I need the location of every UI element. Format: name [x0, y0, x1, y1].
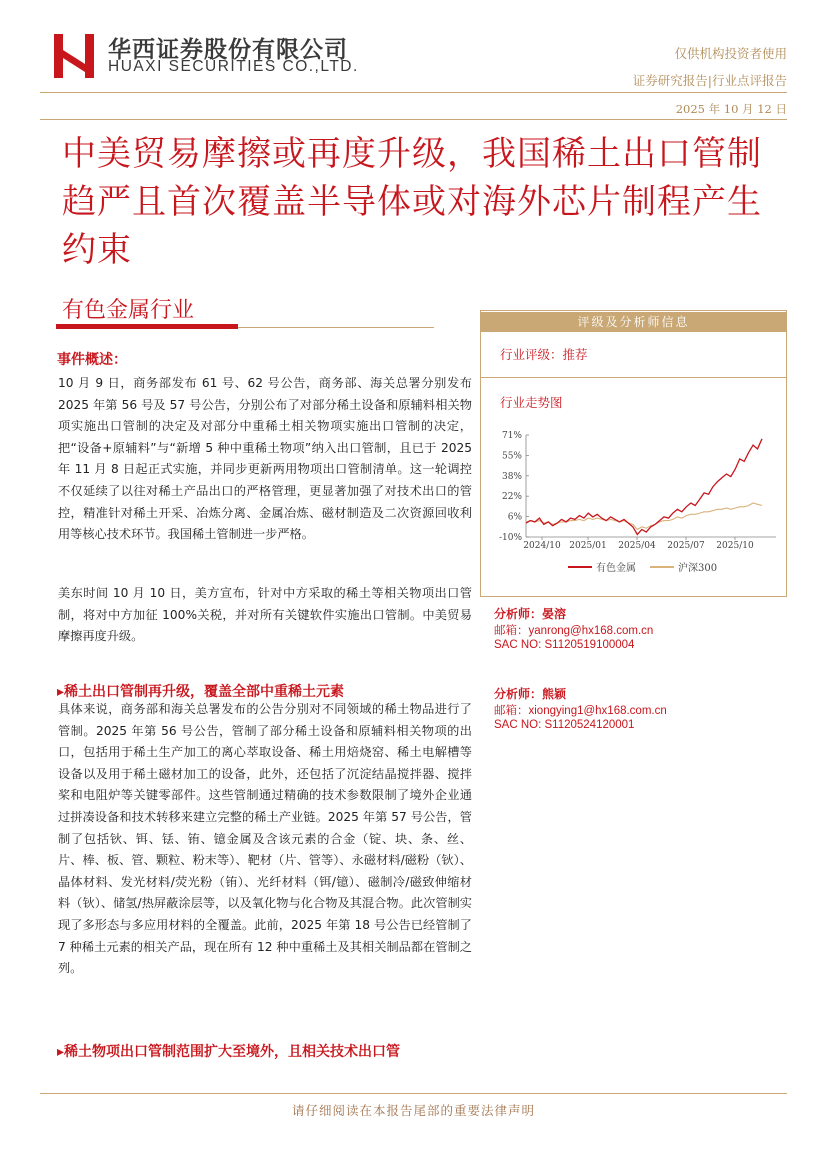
x-tick-label: 2025/04: [618, 541, 656, 551]
analyst-2-sac: SAC NO: S1120524120001: [494, 719, 635, 731]
report-title: 中美贸易摩擦或再度升级，我国稀土出口管制趋严且首次覆盖半导体或对海外芯片制程产生约束: [62, 134, 762, 270]
y-tick-label: -10%: [498, 533, 522, 543]
company-name-cn: 华西证券股份有限公司: [108, 36, 348, 63]
y-tick-label: 71%: [501, 431, 522, 441]
y-tick-label: 38%: [501, 471, 522, 482]
analyst-2-name: 分析师：熊颖: [494, 687, 567, 701]
y-tick-label: 6%: [507, 512, 522, 523]
report-type: 证券研究报告|行业点评报告: [632, 73, 787, 88]
legend-label: 有色金属: [596, 563, 636, 574]
y-tick-label: 22%: [501, 492, 522, 503]
panel-header: 评级及分析师信息: [480, 312, 787, 332]
company-logo-icon: [54, 34, 94, 78]
trend-chart-title: 行业走势图: [500, 395, 563, 410]
paragraph-overview-1: 10 月 9 日，商务部发布 61 号、62 号公告，商务部、海关总署分别发布 2025 年第 56 号及 57 号公告，分别公布了对部分稀土设备和原辅料相关物项实施出口管制的决定及对部分中重稀土相关物项实施出口管制的决定，把“设备+原辅料”与“新增 5 种中重稀土物项”纳入出口管制，且已于 2025 年 11 月 8 日起正式实施，并同步更新两用物项出口管制清单。这一轮调控不仅延续了以往对稀土产品出口的严格管理，更显著加强了对技术出口的管控，精准针对稀土开采、冶炼分离、金属冶炼、磁材制造及二次资源回收利用等核心技术环节。我国稀土管制进一步严格。: [58, 376, 472, 542]
x-tick-label: 2025/07: [667, 541, 705, 551]
industry-label: 有色金属行业: [62, 298, 195, 323]
series-line-nonferrous: [526, 439, 762, 535]
report-date: 2025 年 10 月 12 日: [675, 102, 787, 116]
panel-top-border: [480, 310, 787, 311]
y-tick-label: 55%: [501, 451, 522, 462]
section-heading-2: [57, 681, 344, 701]
audience-note: 仅供机构投资者使用: [674, 46, 787, 61]
panel-bottom-border: [480, 596, 787, 597]
x-tick-label: 2025/01: [569, 541, 607, 551]
panel-right-border: [786, 310, 787, 596]
section-heading-2-text: 稀土出口管制再升级，覆盖全部中重稀土元素: [64, 684, 345, 700]
analyst-2-email[interactable]: 邮箱：xiongying1@hx168.com.cn: [494, 705, 667, 717]
section-heading-3: [57, 1041, 400, 1061]
legal-notice: 请仔细阅读在本报告尾部的重要法律声明: [291, 1103, 535, 1118]
section-heading-3-text: 稀土物项出口管制范围扩大至境外，且相关技术出口管: [64, 1044, 401, 1060]
legend-label: 沪深300: [678, 563, 718, 574]
panel-left-border: [480, 310, 481, 596]
paragraph-overview-2: 美东时间 10 月 10 日，美方宣布，针对中方采取的稀土等相关物项出口管制，将对中方加征 100%关税，并对所有关键软件实施出口管制。中美贸易摩擦再度升级。: [58, 586, 472, 644]
x-tick-label: 2024/10: [523, 541, 561, 551]
section-heading-overview: 事件概述：: [57, 352, 127, 368]
series-line-hs300: [526, 503, 762, 529]
analyst-1-name: 分析师：晏溶: [494, 607, 567, 621]
triangle-bullet-icon: ▸: [57, 684, 65, 700]
x-tick-label: 2025/10: [716, 541, 754, 551]
industry-underline-red: [56, 324, 238, 329]
paragraph-3: 具体来说，商务部和海关总署发布的公告分别对不同领域的稀土物品进行了管制。2025 年第 56 号公告，管制了部分稀土设备和原辅料相关物项的出口，包括用于稀土生产加工的离心萃取设备、稀土用焙烧窑、稀土电解槽等设备以及用于稀土磁材加工的设备，此外，还包括了沉淀结晶搅拌器、搅拌桨和电阻炉等关键零部件。这些管制通过精确的技术参数限制了境外企业通过拼凑设备和技术转移来建立完整的稀土产业链。2025 年第 57 号公告，管制了包括钬、铒、铥、铕、镱金属及含该元素的合金（锭、块、条、丝、片、棒、板、管、颗粒、粉末等）、靶材（片、管等）、永磁材料/磁粉（钬）、晶体材料、发光材料/荧光粉（铕）、光纤材料（铒/镱）、磁制冷/磁致伸缩材料（钬）、储氢/热屏蔽涂层等，以及氧化物与化合物及其混合物。此次管制实现了多形态与多应用材料的全覆盖。此前，2025 年第 18 号公告已经管制了 7 种稀土元素的相关产品，现在所有 12 种中重稀土及其相关制品都在管制之列。: [58, 702, 472, 976]
industry-rating: 行业评级：推荐: [500, 347, 588, 362]
industry-underline-gold: [238, 327, 434, 328]
triangle-bullet-icon: ▸: [57, 1044, 65, 1060]
footer-divider: [40, 1093, 787, 1094]
rating-divider: [480, 377, 787, 378]
company-name-en: HUAXI SECURITIES CO.,LTD.: [108, 58, 359, 75]
header-divider: [40, 92, 787, 93]
analyst-1-email[interactable]: 邮箱：yanrong@hx168.com.cn: [494, 625, 654, 637]
industry-trend-chart: [494, 422, 784, 582]
analyst-1-sac: SAC NO: S1120519100004: [494, 639, 635, 651]
date-divider: [40, 119, 787, 120]
